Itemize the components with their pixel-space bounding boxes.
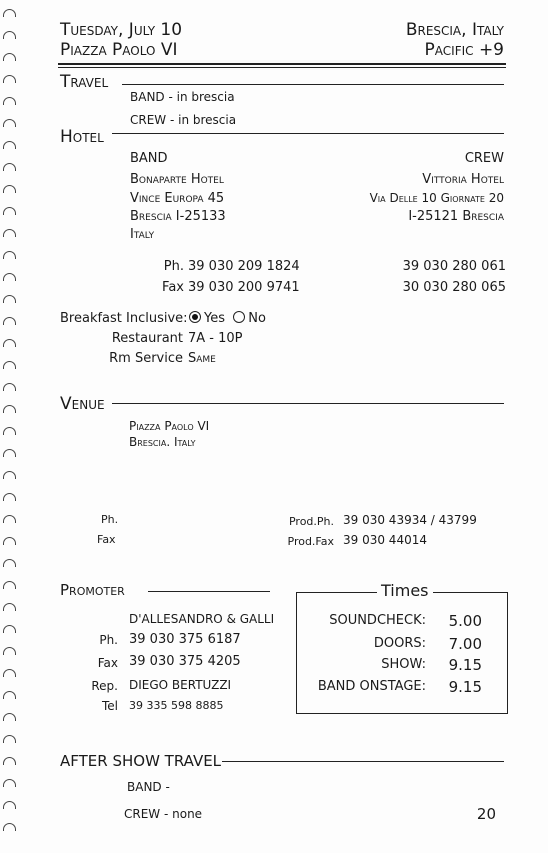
hotel-rule <box>112 133 504 134</box>
times-label-doors: DOORS: <box>373 636 426 651</box>
rm-service-label: Rm Service <box>109 351 183 366</box>
restaurant-label: Restaurant <box>111 331 183 346</box>
promoter-tel: 39 335 598 8885 <box>129 699 224 712</box>
times-label-band-onstage: BAND ONSTAGE: <box>317 679 426 694</box>
promoter-tel-label: Tel <box>101 699 118 713</box>
times-value-doors: 7.00 <box>448 635 482 653</box>
after-show-rule <box>222 761 504 762</box>
times-value-show: 9.15 <box>448 656 482 674</box>
times-label-show: SHOW: <box>381 657 426 672</box>
times-label-soundcheck: SOUNDCHECK: <box>329 613 426 628</box>
hotel-ph-label: Ph. <box>163 259 184 274</box>
breakfast-no-radio[interactable] <box>233 311 245 323</box>
travel-rule <box>122 84 504 85</box>
venue-rule <box>112 403 504 404</box>
times-value-band-onstage: 9.15 <box>448 678 482 696</box>
venue-fax-label: Fax <box>97 533 116 546</box>
promoter-rep: DIEGO BERTUZZI <box>129 678 232 692</box>
hotel-band-address2: Brescia I-25133 <box>130 209 226 224</box>
venue-heading: Venue <box>60 394 105 414</box>
promoter-rule <box>148 591 270 592</box>
hotel-crew-label: CREW <box>464 151 504 166</box>
header-city: Brescia, Italy <box>405 20 504 40</box>
times-value-soundcheck: 5.00 <box>448 612 482 630</box>
hotel-band-label: BAND <box>130 151 168 166</box>
venue-prod-fax-label: Prod.Fax <box>287 535 334 548</box>
promoter-fax-label: Fax <box>97 656 118 670</box>
travel-band: BAND - in brescia <box>130 90 235 104</box>
promoter-heading: Promoter <box>60 581 125 599</box>
breakfast-yes-label: Yes <box>204 311 225 326</box>
promoter-rep-label: Rep. <box>91 679 118 693</box>
page-number: 20 <box>476 805 496 823</box>
hotel-band-name: Bonaparte Hotel <box>130 172 224 187</box>
promoter-ph: 39 030 375 6187 <box>129 632 241 647</box>
venue-name: Piazza Paolo VI <box>129 419 210 433</box>
hotel-crew-name: Vittoria Hotel <box>422 172 504 187</box>
venue-ph-label: Ph. <box>101 513 119 526</box>
hotel-heading: Hotel <box>60 127 104 147</box>
hotel-band-ph: 39 030 209 1824 <box>188 259 300 274</box>
venue-prod-ph-label: Prod.Ph. <box>288 515 334 528</box>
breakfast-options <box>189 311 266 326</box>
header-rule-thin <box>58 67 506 68</box>
travel-crew: CREW - in brescia <box>130 113 237 127</box>
promoter-company: D'ALLESANDRO & GALLI <box>129 612 275 626</box>
hotel-crew-address1: Via Delle 10 Giornate 20 <box>369 191 504 205</box>
venue-prod-fax: 39 030 44014 <box>343 533 427 547</box>
restaurant-value: 7A - 10P <box>188 331 243 346</box>
breakfast-label: Breakfast Inclusive: <box>60 311 188 326</box>
promoter-fax: 39 030 375 4205 <box>129 654 241 669</box>
hotel-crew-fax: 30 030 280 065 <box>402 280 506 295</box>
venue-prod-ph: 39 030 43934 / 43799 <box>343 513 477 527</box>
header-timezone: Pacific +9 <box>424 40 504 60</box>
hotel-band-fax: 39 030 200 9741 <box>188 280 300 295</box>
hotel-fax-label: Fax <box>162 280 184 295</box>
hotel-band-address1: Vince Europa 45 <box>130 191 225 206</box>
header-date: Tuesday, July 10 <box>60 20 183 40</box>
after-show-crew: CREW - none <box>124 807 203 821</box>
hotel-band-address3: Italy <box>130 227 155 242</box>
breakfast-no-label: No <box>248 311 266 326</box>
travel-heading: Travel <box>60 72 109 92</box>
venue-city: Brescia. Italy <box>129 435 196 449</box>
breakfast-yes-radio[interactable] <box>189 311 201 323</box>
after-show-heading: AFTER SHOW TRAVEL <box>60 752 222 770</box>
promoter-ph-label: Ph. <box>99 633 118 647</box>
header-rule <box>58 63 506 65</box>
hotel-crew-address2: I-25121 Brescia <box>408 209 504 224</box>
times-heading: Times <box>377 581 433 600</box>
hotel-crew-ph: 39 030 280 061 <box>402 259 506 274</box>
after-show-band: BAND - <box>127 780 170 794</box>
header-venue-name: Piazza Paolo VI <box>60 40 178 60</box>
rm-service-value: Same <box>188 351 216 366</box>
